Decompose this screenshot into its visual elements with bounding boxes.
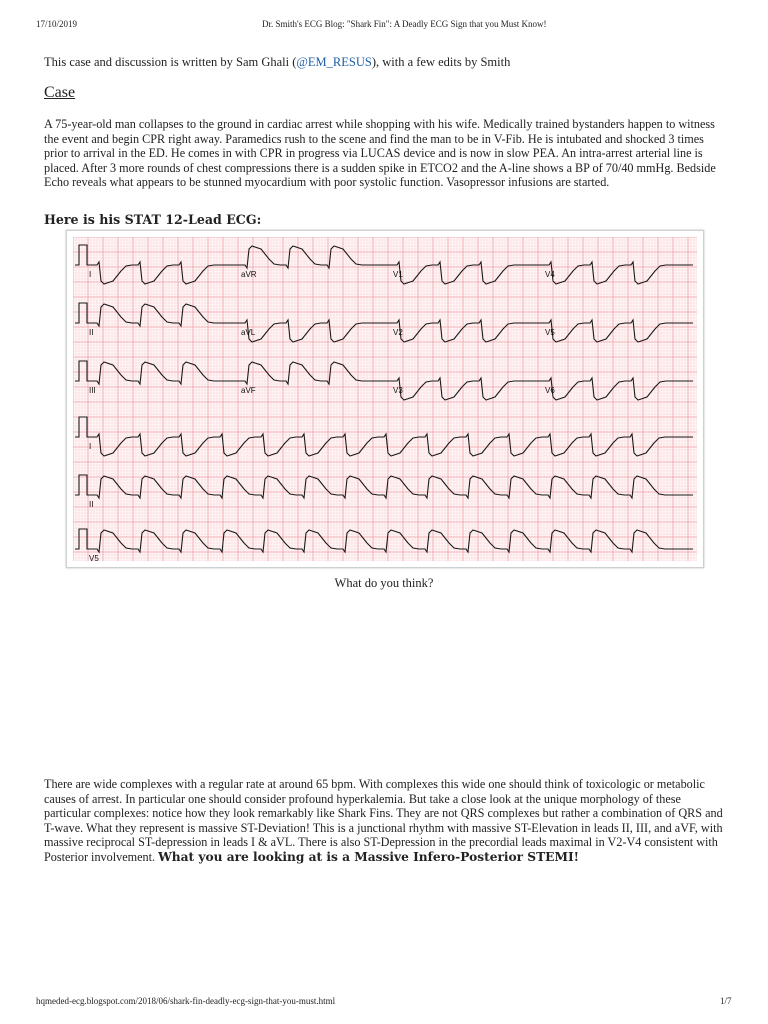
case-heading: Case: [44, 84, 76, 101]
discussion-text: There are wide complexes with a regular rate at around 65 bpm. With complexes this wide one should think of toxicologic or metabolic causes of arrest. In particular one should consider profound hyperkalemia. But take a close look at the unique morphology of these particular complexes: notice how they look remarkably like Shark Fins. They are not QRS complexes but rather a combination of QRS and T-wave. What they represent is massive ST-Deviation! This is a junctional rhythm with massive ST-Elevation in leads II, III, and aVF, with massive reciprocal ST-depression in leads I & aVL. There is also ST-Depression in the precordial leads maximal in V2-V4 consistent with Posterior involvement.: [44, 777, 723, 864]
lead-label: V1: [393, 270, 403, 279]
byline: [44, 55, 510, 70]
print-page-title: Dr. Smith's ECG Blog: "Shark Fin": A Deadly ECG Sign that you Must Know!: [262, 19, 547, 29]
print-url: hqmeded-ecg.blogspot.com/2018/06/shark-fin-deadly-ecg-sign-that-you-must.html: [36, 996, 336, 1006]
ecg-tracing: [73, 237, 697, 561]
lead-label: III: [89, 386, 96, 395]
lead-label: I: [89, 270, 92, 279]
ecg-heading: Here is his STAT 12-Lead ECG:: [44, 212, 262, 227]
lead-label: V2: [393, 328, 403, 337]
lead-label: V6: [545, 386, 555, 395]
lead-label: V5: [545, 328, 555, 337]
print-page-number: 1/7: [720, 996, 732, 1006]
author-twitter-link[interactable]: @EM_RESUS: [296, 55, 372, 69]
rhythm-lead-label: V5: [89, 554, 99, 561]
lead-label: aVL: [241, 328, 256, 337]
lead-label: V3: [393, 386, 403, 395]
lead-label: aVR: [241, 270, 257, 279]
rhythm-lead-label: I: [89, 442, 92, 451]
lead-label: aVF: [241, 386, 256, 395]
lead-label: V4: [545, 270, 555, 279]
case-paragraph: A 75-year-old man collapses to the ground in cardiac arrest while shopping with his wife. Medically trained bystanders happen to witness the event and begin CPR right away. Paramedics rush to the scene and find the man to be in V-Fib. He is intubated and shocked 3 times prior to arrival in the ED. He comes in with CPR in progress via LUCAS device and is now in slow PEA. An intra-arrest arterial line is placed. After 3 more rounds of chest compressions there is a sudden spike in ETCO2 and the A-line shows a BP of 70/40 mmHg. Bedside Echo reveals what appears to be stunned myocardium with poor systolic function. Vasopressor infusions are started.: [44, 117, 716, 190]
discussion-conclusion: What you are looking at is a Massive Infero-Posterior STEMI!: [158, 849, 579, 864]
byline-suffix: ), with a few edits by Smith: [371, 55, 511, 69]
print-date: 17/10/2019: [36, 19, 78, 29]
discussion-paragraph: [44, 777, 728, 865]
rhythm-lead-label: II: [89, 500, 94, 509]
ecg-image: [66, 230, 704, 568]
ecg-caption: What do you think?: [334, 576, 434, 590]
byline-prefix: This case and discussion is written by Sam Ghali (: [44, 55, 297, 69]
lead-label: II: [89, 328, 94, 337]
